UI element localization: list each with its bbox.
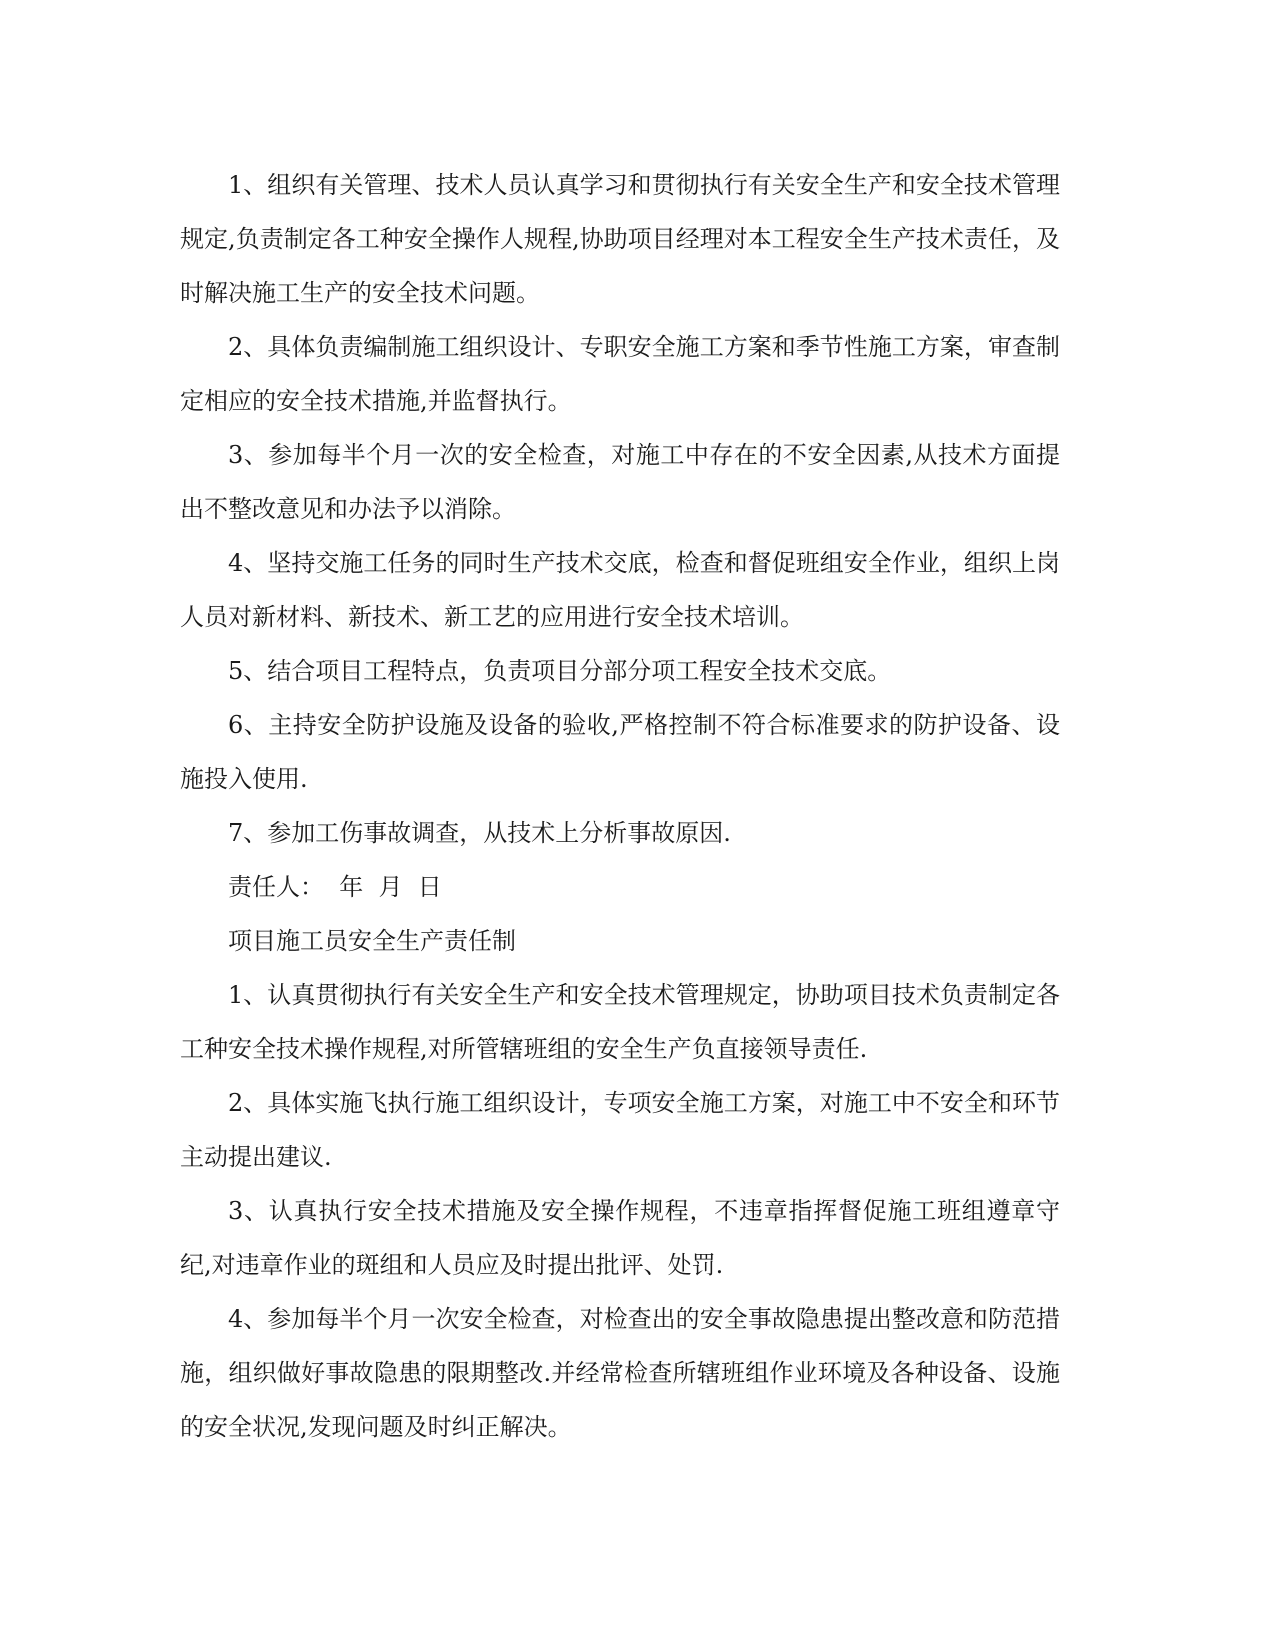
document-body bbox=[180, 158, 1060, 1454]
signature-line: 责任人： 年 月 日 bbox=[228, 873, 442, 901]
paragraph-7: 7、参加工伤事故调查，从技术上分析事故原因. bbox=[228, 819, 731, 847]
paragraph-10: 3、认真执行安全技术措施及安全操作规程，不违章指挥督促施工班组遵章守纪,对违章作业的斑组和人员应及时提出批评、处罚. bbox=[180, 1197, 1060, 1279]
paragraph-3: 3、参加每半个月一次的安全检查，对施工中存在的不安全因素,从技术方面提出不整改意见和办法予以消除。 bbox=[180, 441, 1060, 523]
paragraph-6: 6、主持安全防护设施及设备的验收,严格控制不符合标准要求的防护设备、设施投入使用. bbox=[180, 711, 1060, 793]
paragraph-4: 4、坚持交施工任务的同时生产技术交底，检查和督促班组安全作业，组织上岗人员对新材料、新技术、新工艺的应用进行安全技术培训。 bbox=[180, 549, 1060, 631]
paragraph-1: 1、组织有关管理、技术人员认真学习和贯彻执行有关安全生产和安全技术管理规定,负责制定各工种安全操作人规程,协助项目经理对本工程安全生产技术责任，及时解决施工生产的安全技术问题。 bbox=[180, 171, 1060, 307]
paragraph-11: 4、参加每半个月一次安全检查，对检查出的安全事故隐患提出整改意和防范措施，组织做好事故隐患的限期整改.并经常检查所辖班组作业环境及各种设备、设施的安全状况,发现问题及时纠正解决。 bbox=[180, 1305, 1060, 1441]
paragraph-8: 1、认真贯彻执行有关安全生产和安全技术管理规定，协助项目技术负责制定各工种安全技术操作规程,对所管辖班组的安全生产负直接领导责任. bbox=[180, 981, 1060, 1063]
paragraph-5: 5、结合项目工程特点，负责项目分部分项工程安全技术交底。 bbox=[228, 657, 892, 685]
paragraph-9: 2、具体实施飞执行施工组织设计，专项安全施工方案，对施工中不安全和环节主动提出建议. bbox=[180, 1089, 1060, 1171]
section-heading: 项目施工员安全生产责任制 bbox=[228, 927, 516, 955]
paragraph-2: 2、具体负责编制施工组织设计、专职安全施工方案和季节性施工方案，审查制定相应的安全技术措施,并监督执行。 bbox=[180, 333, 1060, 415]
